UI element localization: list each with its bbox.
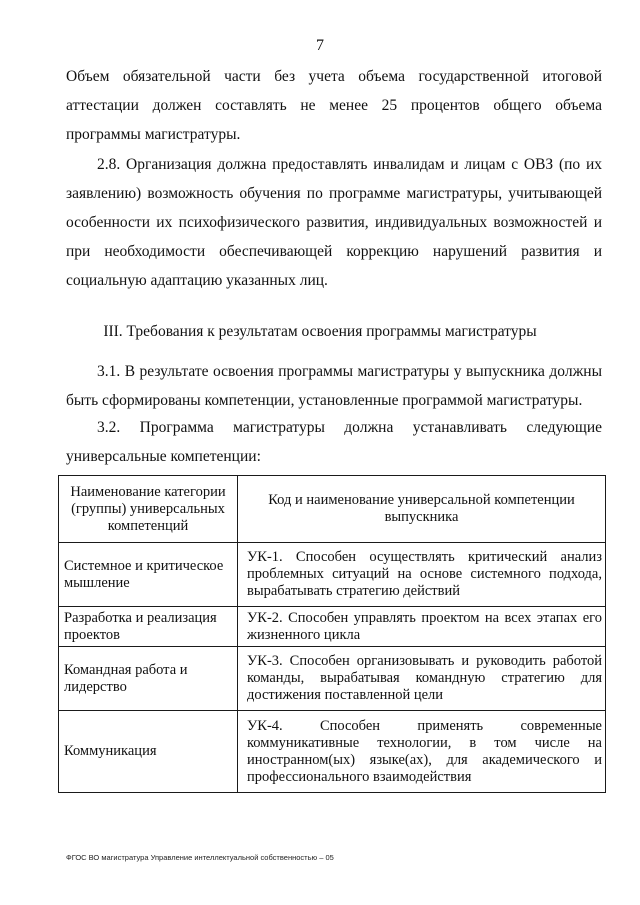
- document-footer: ФГОС ВО магистратура Управление интеллектуальной собственностью – 05: [66, 853, 334, 862]
- table-header-category: Наименование категории (группы) универсальных компетенций: [59, 476, 238, 543]
- paragraph-2-8-disabled-access: 2.8. Организация должна предоставлять инвалидам и лицам с ОВЗ (по их заявлению) возможность обучения по программе магистратуры, учитывающей особенности их психофизического развития, индивидуальных возможностей и при необходимости обеспечивающей коррекцию нарушений развития и социальную адаптацию указанных лиц.: [66, 156, 602, 289]
- table-cell-category: Системное и критическое мышление: [59, 543, 238, 607]
- table-row: [59, 607, 606, 647]
- table-cell-competence: УК-4. Способен применять современные коммуникативные технологии, в том числе на иностранном(ых) языке(ах), для академического и профессионального взаимодействия: [238, 711, 606, 793]
- page-number: 7: [316, 37, 324, 54]
- table-cell-category: Разработка и реализация проектов: [59, 607, 238, 647]
- table-header-competence: Код и наименование универсальной компетенции выпускника: [238, 476, 606, 543]
- table-cell-competence: УК-3. Способен организовывать и руководить работой команды, вырабатывая командную стратегию для достижения поставленной цели: [238, 647, 606, 711]
- table-header-row: [59, 476, 606, 543]
- table-row: [59, 711, 606, 793]
- section-heading: III. Требования к результатам освоения программы магистратуры: [103, 323, 537, 340]
- table-row: [59, 647, 606, 711]
- table-cell-category: Командная работа и лидерство: [59, 647, 238, 711]
- paragraph-3-2: 3.2. Программа магистратуры должна устанавливать следующие универсальные компетенции:: [66, 419, 602, 465]
- paragraph-3-1: 3.1. В результате освоения программы магистратуры у выпускника должны быть сформированы компетенции, установленные программой магистратуры.: [66, 363, 602, 409]
- table-cell-category: Коммуникация: [59, 711, 238, 793]
- table-cell-competence: УК-1. Способен осуществлять критический анализ проблемных ситуаций на основе системного подхода, вырабатывать стратегию действий: [238, 543, 606, 607]
- competencies-table: [58, 475, 606, 793]
- table-cell-competence: УК-2. Способен управлять проектом на всех этапах его жизненного цикла: [238, 607, 606, 647]
- table-row: [59, 543, 606, 607]
- paragraph-mandatory-part: Объем обязательной части без учета объема государственной итоговой аттестации должен составлять не менее 25 процентов общего объема программы магистратуры.: [66, 68, 602, 143]
